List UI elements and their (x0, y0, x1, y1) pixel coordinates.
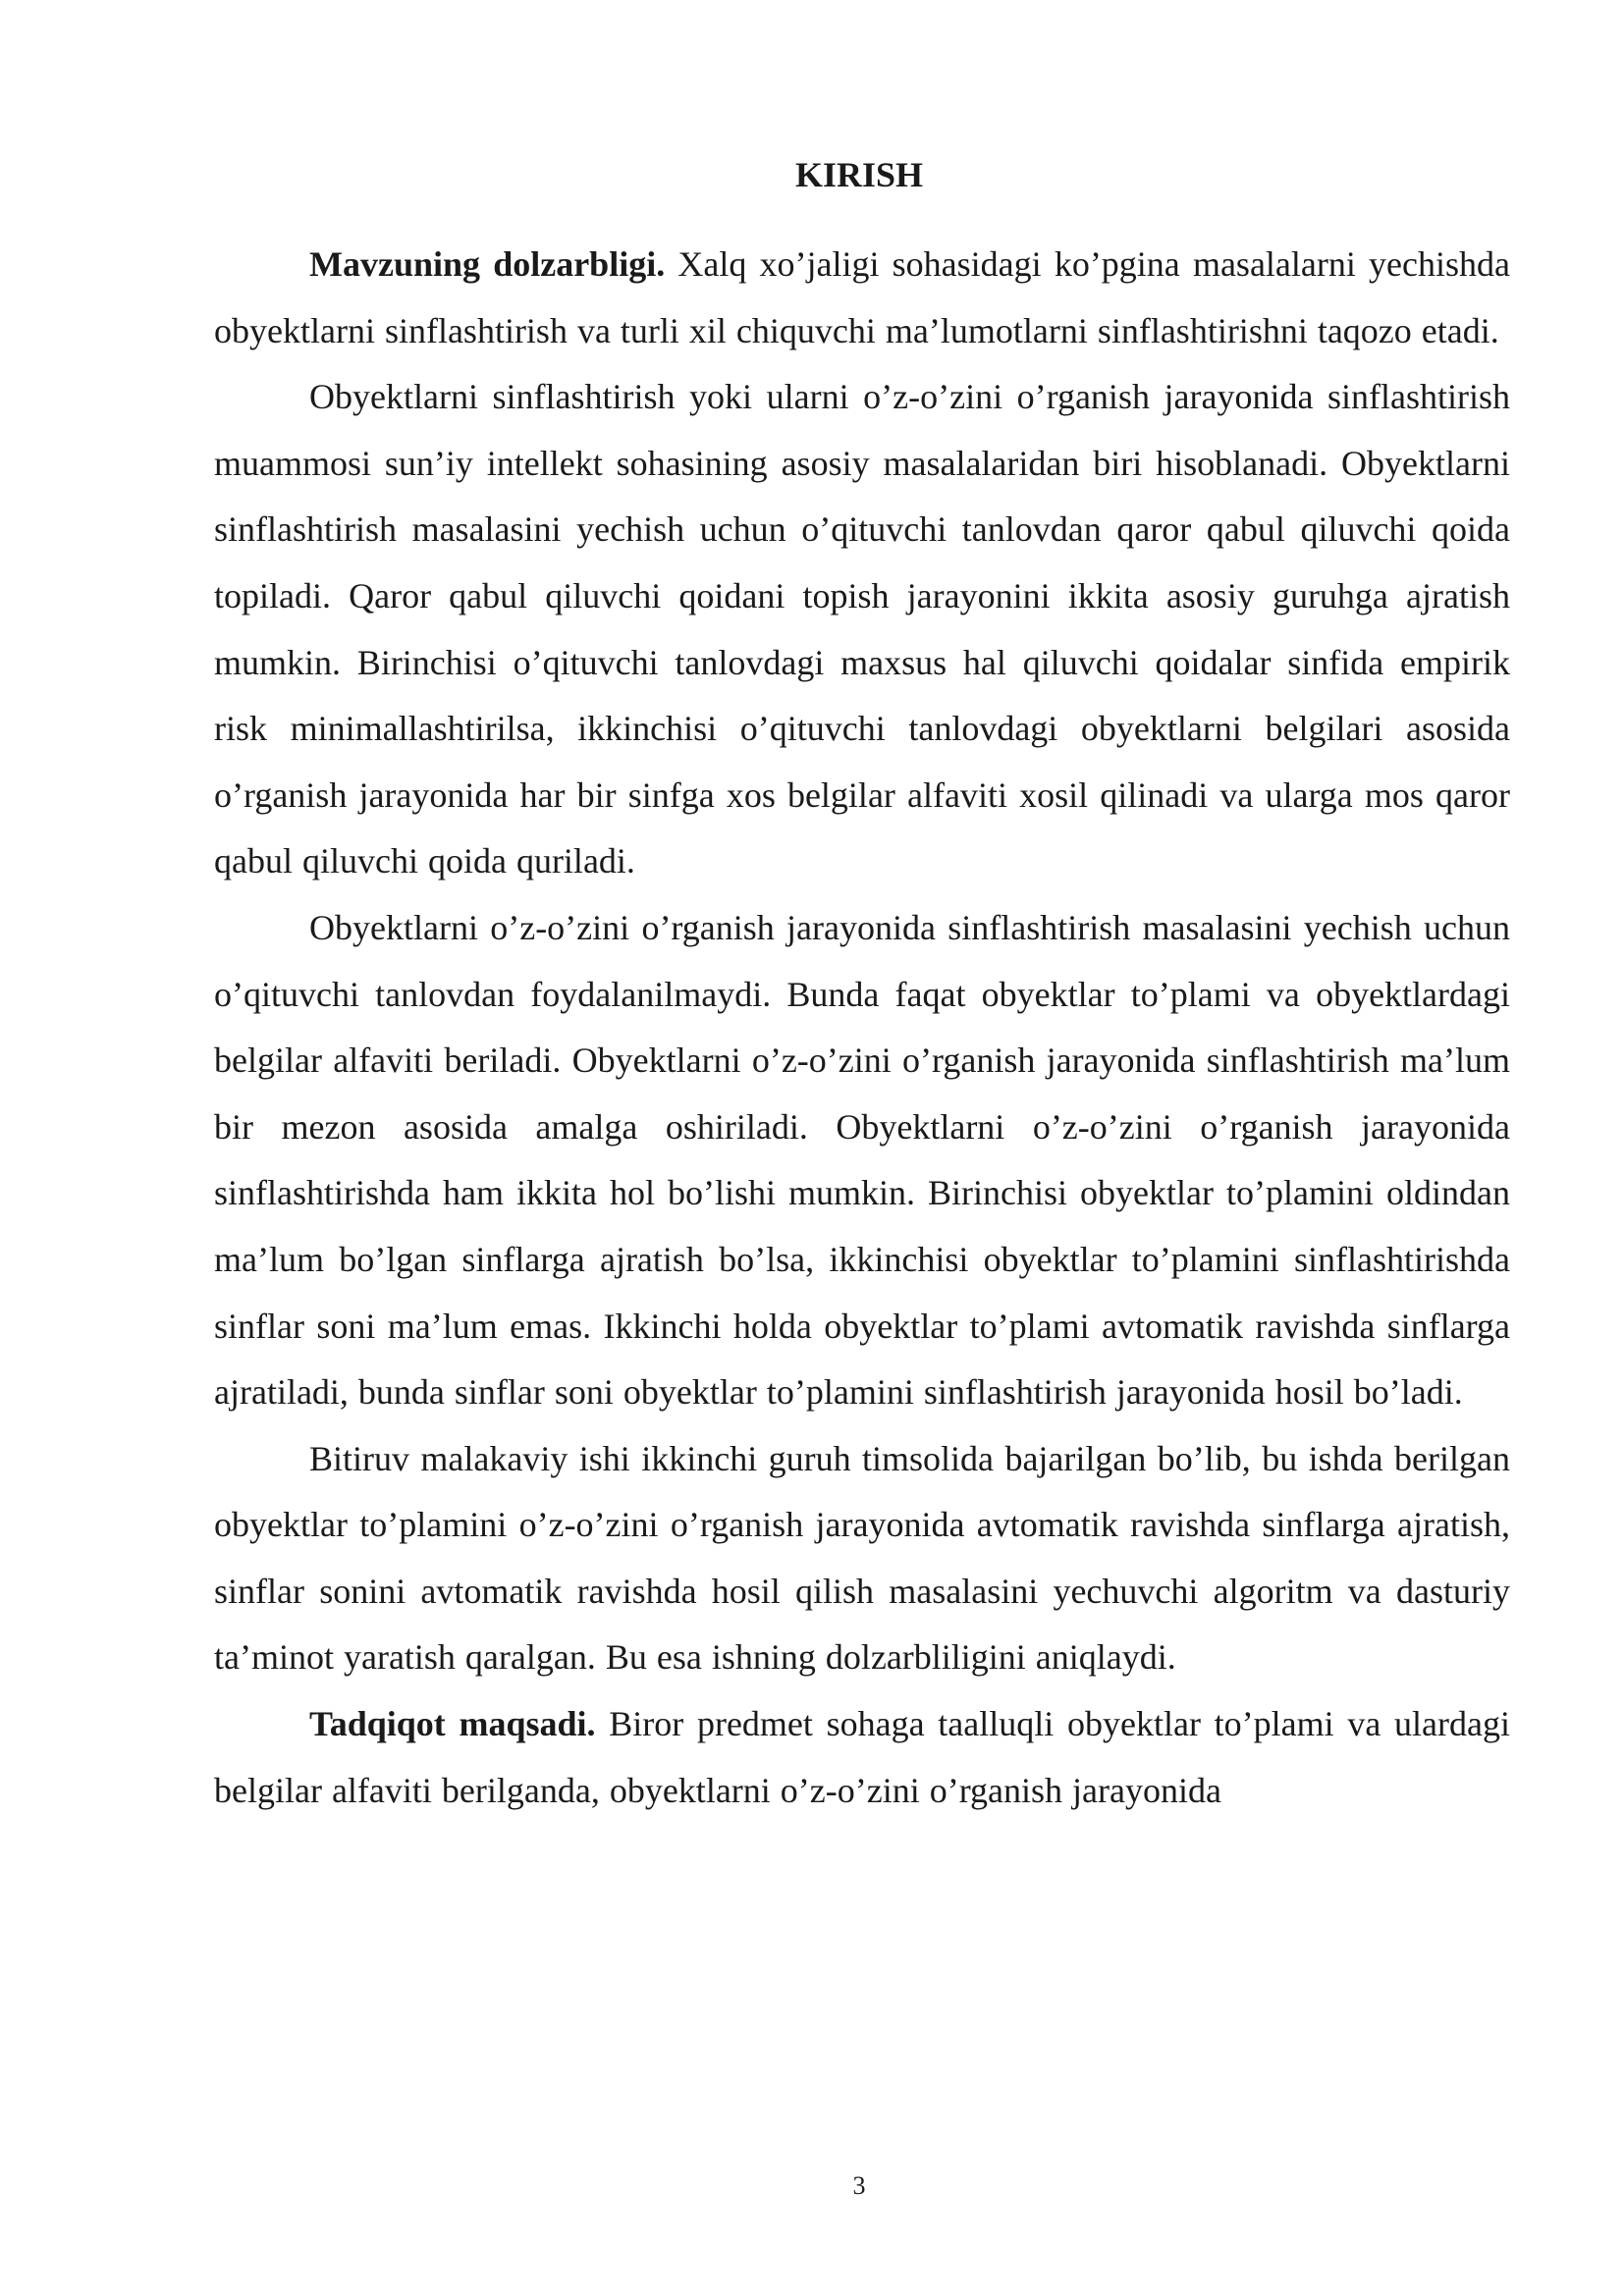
paragraph-self-learning (214, 895, 1510, 1426)
page-number: 3 (852, 2171, 866, 2200)
paragraph-lead-goal: Tadqiqot maqsadi. (309, 1704, 596, 1744)
paragraph-text: Bitiruv malakaviy ishi ikkinchi guruh timsolida bajarilgan bo’lib, bu ishda berilgan obyektlar to’plamini o’z-o’zini o’rganish jarayonida avtomatik ravishda sinflarga ajratish, sinflar sonini avtomatik ravishda hosil qilish masalasini yechuvchi algoritm va dasturiy ta’minot yaratish qaralgan. Bu esa ishning dolzarbliligini aniqlaydi. (214, 1438, 1510, 1678)
paragraph-research-goal (214, 1691, 1510, 1824)
body-text (214, 232, 1510, 1824)
paragraph-relevance (214, 232, 1510, 364)
paragraph-lead-relevance: Mavzuning dolzarbligi. (309, 244, 666, 284)
section-title: KIRISH (794, 155, 924, 194)
paragraph-thesis-scope (214, 1426, 1510, 1691)
paragraph-text: Obyektlarni o’z-o’zini o’rganish jarayonida sinflashtirish masalasini yechish uchun o’qituvchi tanlovdan foydalanilmaydi. Bunda faqat obyektlar to’plami va obyektlardagi belgilar alfaviti beriladi. Obyektlarni o’z-o’zini o’rganish jarayonida sinflashtirish ma’lum bir mezon asosida amalga oshiriladi. Obyektlarni o’z-o’zini o’rganish jarayonida sinflashtirishda ham ikkita hol bo’lishi mumkin. Birinchisi obyektlar to’plamini oldindan ma’lum bo’lgan sinflarga ajratish bo’lsa, ikkinchisi obyektlar to’plamini sinflashtirishda sinflar soni ma’lum emas. Ikkinchi holda obyektlar to’plami avtomatik ravishda sinflarga ajratiladi, bunda sinflar soni obyektlar to’plamini sinflashtirish jarayonida hosil bo’ladi. (214, 907, 1510, 1413)
paragraph-text: Obyektlarni sinflashtirish yoki ularni o’z-o’zini o’rganish jarayonida sinflashtirish muammosi sun’iy intellekt sohasining asosiy masalalaridan biri hisoblanadi. Obyektlarni sinflashtirish masalasini yechish uchun o’qituvchi tanlovdan qaror qabul qiluvchi qoida topiladi. Qaror qabul qiluvchi qoidani topish jarayonini ikkita asosiy guruhga ajratish mumkin. Birinchisi o’qituvchi tanlovdagi maxsus hal qiluvchi qoidalar sinfida empirik risk minimallashtirilsa, ikkinchisi o’qituvchi tanlovdagi obyektlarni belgilari asosida o’rganish jarayonida har bir sinfga xos belgilar alfaviti xosil qilinadi va ularga mos qaror qabul qiluvchi qoida quriladi. (214, 377, 1510, 881)
paragraph-text: Xalq xo’jaligi sohasidagi ko’pgina masalalarni yechishda obyektlarni sinflashtirish va turli xil chiquvchi ma’lumotlarni sinflashtirishni taqozo etadi. (214, 244, 1510, 350)
paragraph-text: Biror predmet sohaga taalluqli obyektlar to’plami va ulardagi belgilar alfaviti berilganda, obyektlarni o’z-o’zini o’rganish jarayonida (214, 1704, 1510, 1810)
paragraph-classification-problem (214, 364, 1510, 895)
